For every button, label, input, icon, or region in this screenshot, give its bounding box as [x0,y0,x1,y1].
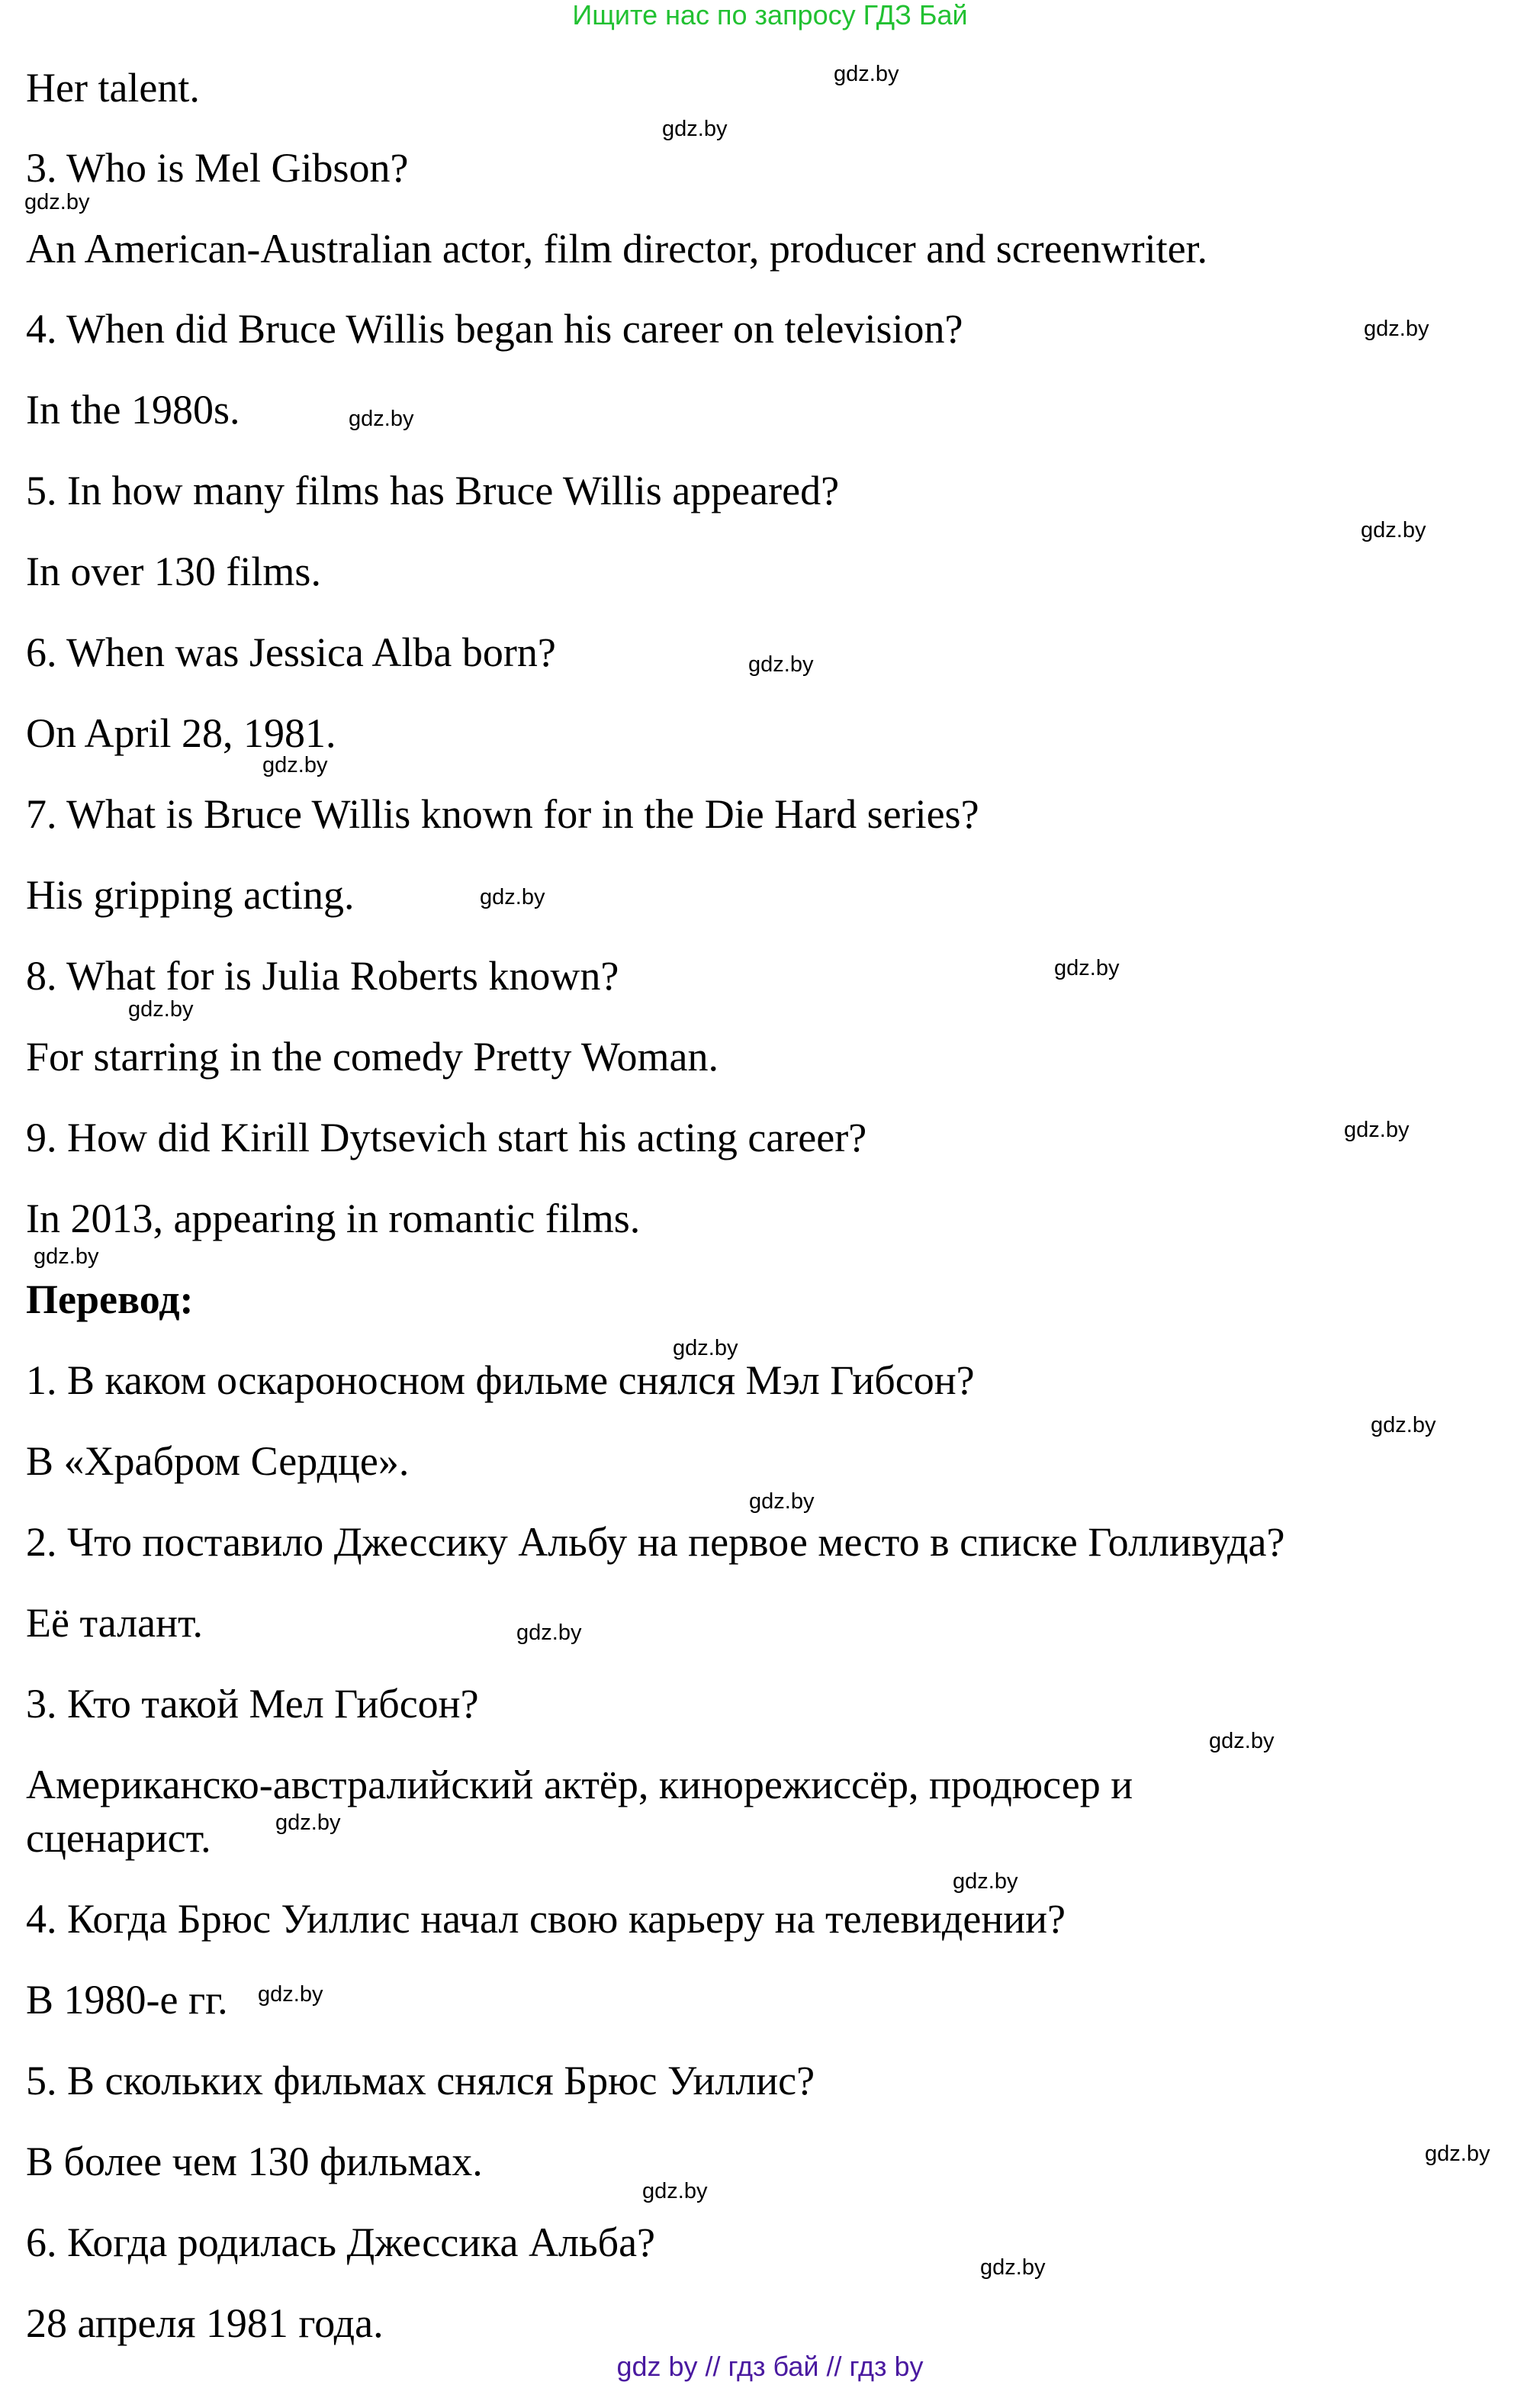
question-line: 9. How did Kirill Dytsevich start his acting career? [26,1115,867,1160]
watermark: gdz.by [258,1982,323,2007]
answer-line: In the 1980s. [26,387,240,433]
question-line: 5. В скольких фильмах снялся Брюс Уиллис? [26,2058,815,2103]
watermark: gdz.by [1364,317,1429,341]
watermark: gdz.by [749,1489,815,1514]
answer-line: His gripping acting. [26,872,355,918]
answer-line: For starring in the comedy Pretty Woman. [26,1034,719,1080]
question-line: 6. When was Jessica Alba born? [26,629,556,675]
watermark: gdz.by [1209,1729,1275,1753]
question-line: 3. Кто такой Мел Гибсон? [26,1681,479,1727]
watermark: gdz.by [662,117,728,141]
watermark: gdz.by [834,62,899,86]
answer-line: Её талант. [26,1600,204,1646]
watermark: gdz.by [34,1244,99,1269]
answer-line: Her talent. [26,65,200,111]
question-line: 5. In how many films has Bruce Willis appeared? [26,468,840,513]
question-line: 1. В каком оскароносном фильме снялся Мэл Гибсон? [26,1357,975,1403]
answer-line: In 2013, appearing in romantic films. [26,1196,641,1241]
watermark: gdz.by [262,753,328,777]
watermark: gdz.by [128,997,194,1022]
question-line: 2. Что поставило Джессику Альбу на первое место в списке Голливуда? [26,1519,1285,1565]
footer-banner: gdz by // гдз бай // гдз by [616,2351,924,2382]
watermark: gdz.by [642,2179,708,2203]
watermark: gdz.by [1425,2142,1490,2166]
answer-line: Американско-австралийский актёр, кинорежиссёр, продюсер и [26,1762,1133,1807]
answer-line: On April 28, 1981. [26,710,336,756]
watermark: gdz.by [24,190,90,214]
watermark: gdz.by [1361,518,1426,542]
watermark: gdz.by [980,2255,1046,2280]
watermark: gdz.by [1344,1118,1410,1142]
answer-line: An American-Australian actor, film director, producer and screenwriter. [26,226,1208,272]
answer-line: 28 апреля 1981 года. [26,2300,384,2346]
watermark: gdz.by [275,1810,341,1835]
watermark: gdz.by [673,1336,738,1360]
watermark: gdz.by [1054,956,1120,980]
question-line: 6. Когда родилась Джессика Альба? [26,2219,656,2265]
answer-line: сценарист. [26,1815,211,1861]
answer-line: В 1980-е гг. [26,1977,228,2023]
question-line: 4. Когда Брюс Уиллис начал свою карьеру на телевидении? [26,1896,1066,1942]
section-heading: Перевод: [26,1276,194,1322]
watermark: gdz.by [516,1621,582,1645]
watermark: gdz.by [953,1869,1018,1894]
question-line: 3. Who is Mel Gibson? [26,145,409,191]
answer-line: В «Храбром Сердце». [26,1438,410,1484]
question-line: 8. What for is Julia Roberts known? [26,953,619,999]
header-banner: Ищите нас по запросу ГДЗ Бай [572,0,968,31]
watermark: gdz.by [748,652,814,677]
watermark: gdz.by [1371,1413,1436,1437]
answer-line: In over 130 films. [26,549,321,594]
answer-line: В более чем 130 фильмах. [26,2139,483,2184]
question-line: 7. What is Bruce Willis known for in the Die Hard series? [26,791,979,837]
watermark: gdz.by [349,407,414,431]
question-line: 4. When did Bruce Willis began his career on television? [26,306,963,352]
watermark: gdz.by [480,885,545,909]
